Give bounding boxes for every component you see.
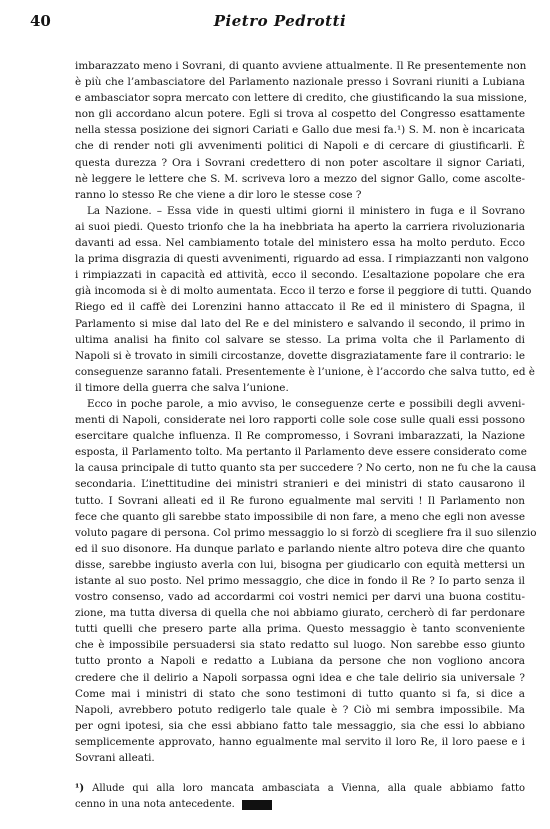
text-line: ultima analisi ha finito col salvare se stesso. La prima volta che il Parlamento di: [75, 333, 525, 346]
text-line: imbarazzato meno i Sovrani, di quanto avviene attualmente. Il Re presentemente non: [75, 60, 527, 72]
footnote-marker: ¹): [75, 783, 85, 794]
text-line: Ecco in poche parole, a mio avviso, le conseguenze certe e possibili degli avveni-: [87, 397, 525, 410]
text-line: zione, ma tutta diversa di quella che noi abbiamo giurato, cercherò di far perdonare: [75, 607, 525, 620]
text-line: fece che quanto gli sarebbe stato impossibile di non fare, a meno che egli non avesse: [75, 510, 525, 523]
footnote-text: cenno in una nota antecedente.: [75, 799, 235, 811]
text-line: secondaria. L’inettitudine dei ministri stranieri e dei ministri di stato causarono il: [75, 478, 525, 491]
redaction-mark: [242, 800, 272, 810]
text-line: la causa principale di tutto quanto sta per succedere ? No certo, non ne fu che la causa: [75, 462, 537, 475]
text-line: nè leggere le lettere che S. M. scriveva loro a mezzo del signor Gallo, come ascolte-: [75, 172, 525, 185]
text-line: tutto. I Sovrani alleati ed il Re furono egualmente mal serviti ! Il Parlamento non: [75, 494, 525, 507]
text-line: esposta, il Parlamento tolto. Ma pertanto il Parlamento deve essere considerato come: [75, 446, 527, 459]
text-line: è più che l’ambasciatore del Parlamento nazionale presso i Sovrani riuniti a Lubiana: [75, 76, 525, 89]
page-header: [30, 12, 530, 36]
text-line: La Nazione. – Essa vide in questi ultimi giorni il ministero in fuga e il Sovrano: [87, 204, 525, 217]
text-line: tutto pronto a Napoli e redatto a Lubiana da persone che non vogliono ancora: [75, 655, 525, 668]
page-number: 40: [30, 12, 51, 30]
text-line: che è impossibile persuadersi sia stato redatto sul luogo. Non sarebbe esso giunto: [75, 639, 525, 652]
text-line: disse, sarebbe ingiusto averla con lui, bisogna per giudicarlo con equità mettersi un: [75, 558, 525, 571]
text-line: questa durezza ? Ora i Sovrani credettero di non poter ascoltare il signor Cariati,: [75, 156, 525, 169]
paragraph: [75, 203, 535, 396]
text-line: che di render noti gli avvenimenti politici di Napoli e di cercare di giustificarli. È: [75, 140, 525, 153]
text-line: menti di Napoli, considerate nei loro rapporti colle sole cose sulle quali essi possono: [75, 414, 525, 427]
text-line: semplicemente approvato, hanno egualmente mal servito il loro Re, il loro paese e i: [75, 735, 525, 748]
text-line: esercitare qualche influenza. Il Re compromesso, i Sovrani imbarazzati, la Nazione: [75, 430, 525, 443]
text-line: nella stessa posizione dei signori Cariati e Gallo due mesi fa.¹) S. M. non è incaricata: [75, 124, 525, 137]
text-line: ed il suo disonore. Ha dunque parlato e parlando niente altro poteva dire che quanto: [75, 542, 525, 555]
body-text: [75, 58, 537, 766]
text-line: Napoli, avrebbero potuto redigerlo tale quale è ? Ciò mi sembra impossibile. Ma: [75, 703, 525, 716]
footnote-line: [75, 798, 525, 814]
text-line: davanti ad essa. Nel cambiamento totale del ministero essa ha molto perduto. Ecco: [75, 237, 525, 250]
text-line: ai suoi piedi. Questo trionfo che la ha inebbriata ha aperto la carriera rivoluzionaria: [75, 220, 525, 233]
text-line: non gli accordano alcun potere. Egli si trova al cospetto del Congresso esattamente: [75, 108, 525, 121]
text-line: Come mai i ministri di stato che sono testimoni di tutto quanto si fa, si dice a: [75, 687, 525, 700]
text-line: i rimpiazzati in capacità ed attività, ecco il secondo. L’esaltazione popolare che era: [75, 269, 525, 282]
text-line: Parlamento si mise dal lato del Re e del ministero e salvando il secondo, il primo in: [75, 317, 525, 330]
paragraph: [75, 58, 528, 203]
text-line: ranno lo stesso Re che viene a dir loro le stesse cose ?: [75, 188, 362, 201]
text-line: e ambasciator sopra mercato con lettere di credito, che giustificando la sua missione,: [75, 92, 528, 105]
text-line: conseguenze saranno fatali. Presentemente è l’unione, è l’accordo che salva tutto, ed è: [75, 365, 535, 378]
text-line: per ogni ipotesi, sia che essi abbiano fatto tale messaggio, sia che essi lo abbiano: [75, 719, 525, 732]
text-line: voluto pagare di persona. Col primo messaggio lo si forzò di scegliere fra il suo silenzio: [75, 526, 537, 539]
text-line: istante al suo posto. Nel primo messaggio, che dice in fondo il Re ? Io parto senza il: [75, 575, 525, 587]
text-line: Napoli si è trovato in simili circostanze, dovette disgraziatamente fare il contrario: le: [75, 349, 525, 362]
text-line: tutti quelli che presero parte alla prima. Questo messaggio è tanto sconveniente: [75, 623, 525, 636]
footnote-line: [75, 782, 525, 798]
text-line: già incomoda si è di molto aumentata. Ecco il terzo e forse il peggiore di tutti. Quando: [75, 285, 532, 298]
footnote-text: Allude qui alla loro mancata ambasciata a Vienna, alla quale abbiamo fatto: [92, 783, 525, 794]
text-line: credere che il delirio a Napoli sorpassa ogni idea e che tale delirio sia universale ?: [75, 671, 525, 684]
text-line: il timore della guerra che salva l’unione.: [75, 381, 289, 394]
running-title: Pietro Pedrotti: [213, 12, 347, 30]
text-line: vostro consenso, vado ad accordarmi coi vostri nemici per darvi una buona costitu-: [75, 591, 525, 604]
footnote: [75, 782, 525, 814]
text-line: la prima disgrazia di questi avvenimenti, riguardo ad essa. I rimpiazzanti non valgono: [75, 253, 529, 266]
paragraph: [75, 396, 537, 766]
text-line: Riego ed il caffè dei Lorenzini hanno attaccato il Re ed il ministero di Spagna, il: [75, 301, 525, 314]
text-line: Sovrani alleati.: [75, 752, 155, 765]
